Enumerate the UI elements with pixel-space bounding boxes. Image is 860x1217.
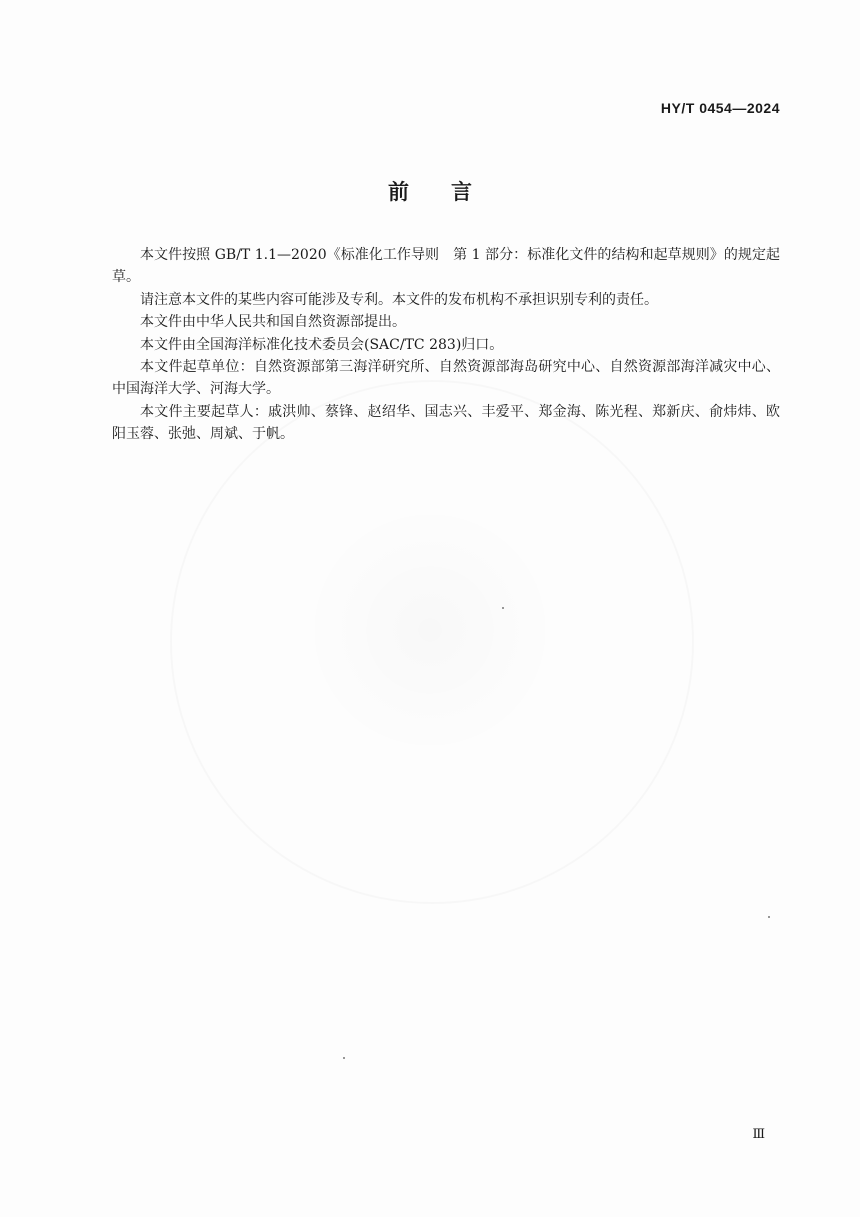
paragraph-technical-committee: 本文件由全国海洋标准化技术委员会(SAC/TC 283)归口。: [140, 336, 504, 353]
paragraph-drafting-rules: 本文件按照 GB/T 1.1—2020《标准化工作导则 第 1 部分：标准化文件的结构和起草规则》的规定起草。: [112, 247, 780, 286]
paragraph-drafting-units: 本文件起草单位：自然资源部第三海洋研究所、自然资源部海岛研究中心、自然资源部海洋减灾中心、中国海洋大学、河海大学。: [112, 359, 780, 398]
paragraph-drafters: 本文件主要起草人：戚洪帅、蔡锋、赵绍华、国志兴、丰爱平、郑金海、陈光程、郑新庆、俞炜炜、欧阳玉蓉、张弛、周斌、于帆。: [112, 403, 780, 443]
paragraph-patent-notice: 请注意本文件的某些内容可能涉及专利。本文件的发布机构不承担识别专利的责任。: [140, 291, 658, 308]
scan-speck: [768, 916, 770, 918]
page-number: Ⅲ: [752, 1127, 765, 1142]
page-title: 前言: [388, 180, 514, 204]
document-number: HY/T 0454—2024: [660, 100, 780, 116]
scan-speck: [343, 1057, 345, 1059]
foreword-body: [112, 244, 780, 446]
scan-speck: [502, 607, 504, 609]
seal-watermark-center: [300, 500, 560, 760]
seal-watermark: [170, 380, 694, 904]
paragraph-proposer: 本文件由中华人民共和国自然资源部提出。: [140, 314, 406, 331]
